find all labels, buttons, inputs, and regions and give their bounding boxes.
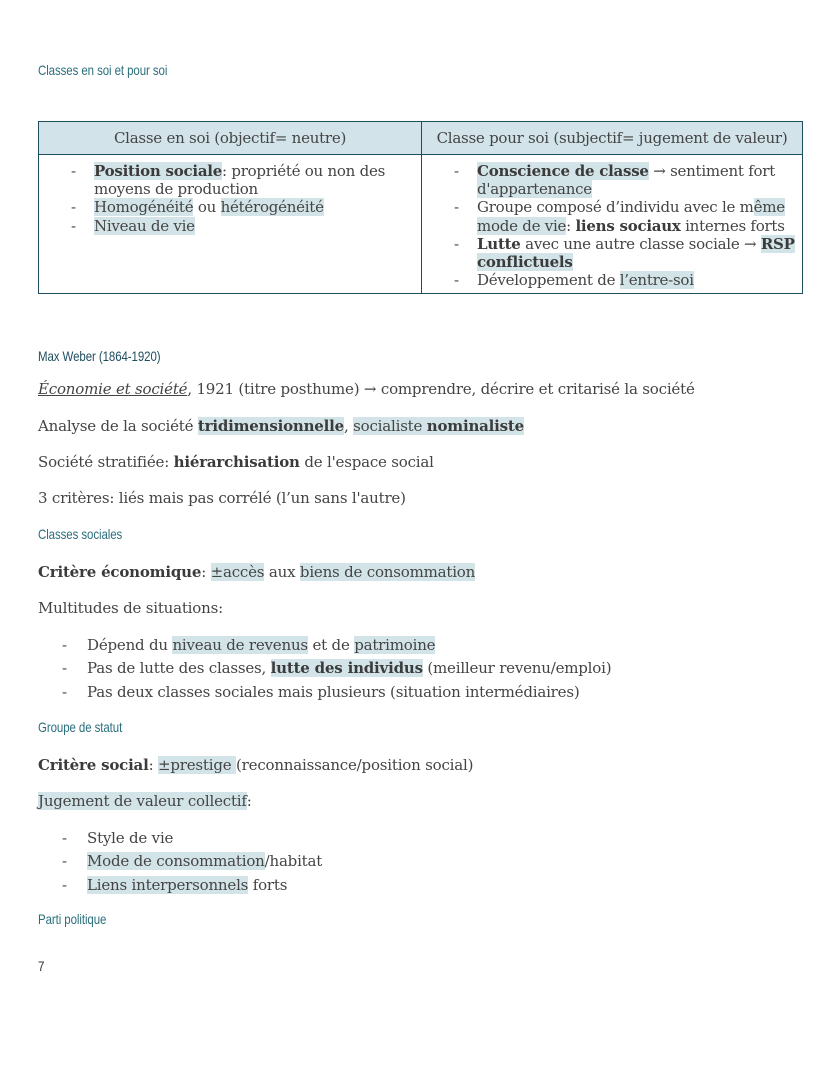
paragraph-jugement-valeur: Jugement de valeur collectif:	[38, 792, 252, 810]
list-item: - Liens interpersonnels forts	[38, 874, 322, 897]
list-item: - Homogénéité ou hétérogénéité	[45, 198, 415, 216]
paragraph-analyse: Analyse de la société tridimensionnelle, socialiste nominaliste	[38, 417, 524, 435]
heading-parti-politique: Parti politique	[38, 911, 107, 927]
page-number: 7	[38, 958, 45, 974]
list-item: - Conscience de classe → sentiment fort d'appartenance	[428, 162, 796, 198]
paragraph-societe-stratifiee: Société stratifiée: hiérarchisation de l'espace social	[38, 453, 434, 471]
paragraph-economie-societe: Économie et société, 1921 (titre posthume) → comprendre, décrire et critarisé la société	[38, 380, 695, 398]
list-item: - Pas deux classes sociales mais plusieurs (situation intermédiaires)	[38, 681, 611, 704]
list-item: - Dépend du niveau de revenus et de patrimoine	[38, 634, 611, 657]
classes-comparison-table	[38, 121, 803, 294]
table-header-classe-en-soi: Classe en soi (objectif= neutre)	[39, 122, 422, 155]
paragraph-criteres: 3 critères: liés mais pas corrélé (l’un sans l'autre)	[38, 489, 406, 507]
paragraph-critere-economique: Critère économique: ±accès aux biens de consommation	[38, 563, 476, 581]
list-item: - Mode de consommation/habitat	[38, 850, 322, 873]
list-item: - Développement de l’entre-soi	[428, 271, 796, 289]
table-cell-classe-pour-soi	[422, 155, 803, 294]
table-cell-classe-en-soi	[39, 155, 422, 294]
section-heading-classes-en-soi: Classes en soi et pour soi	[38, 62, 168, 78]
list-item: - Lutte avec une autre classe sociale → RSP conflictuels	[428, 235, 796, 271]
list-classes-sociales	[38, 634, 611, 704]
list-groupe-statut	[38, 827, 322, 897]
list-item: - Style de vie	[38, 827, 322, 850]
heading-groupe-de-statut: Groupe de statut	[38, 719, 123, 735]
heading-classes-sociales: Classes sociales	[38, 526, 123, 542]
list-item: - Pas de lutte des classes, lutte des individus (meilleur revenu/emploi)	[38, 657, 611, 680]
list-item: - Groupe composé d’individu avec le même mode de vie: liens sociaux internes forts	[428, 198, 796, 234]
table-header-classe-pour-soi: Classe pour soi (subjectif= jugement de valeur)	[422, 122, 803, 155]
list-item: - Niveau de vie	[45, 217, 415, 235]
paragraph-multitudes: Multitudes de situations:	[38, 599, 223, 617]
list-item: - Position sociale: propriété ou non des moyens de production	[45, 162, 415, 198]
heading-max-weber: Max Weber (1864-1920)	[38, 348, 161, 364]
paragraph-critere-social: Critère social: ±prestige (reconnaissance/position social)	[38, 756, 474, 774]
